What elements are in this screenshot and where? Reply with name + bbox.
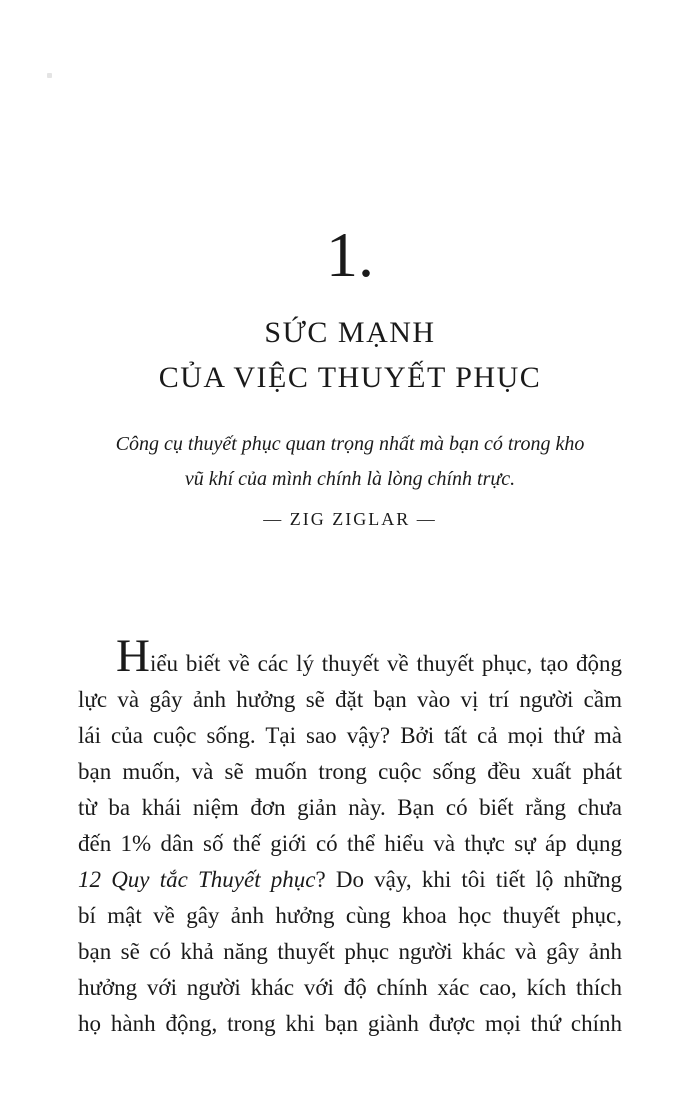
body-text-segment: lực và gây ảnh hưởng sẽ đặt bạn vào vị trí người cầm [78,687,622,712]
chapter-title-line1: SỨC MẠNH [264,316,436,349]
body-text-segment: iểu biết về các lý thuyết về thuyết phục, tạo động [149,651,622,676]
body-italic-phrase: 12 Quy tắc Thuyết phục [78,867,316,892]
body-text-segment: bạn muốn, và sẽ muốn trong cuộc sống đều xuất phát [78,759,622,784]
body-line-4 [78,754,622,790]
body-line-2 [78,682,622,718]
chapter-title [0,310,700,400]
epigraph-line1: Công cụ thuyết phục quan trọng nhất mà bạn có trong kho [115,433,585,455]
body-text-segment: từ ba khái niệm đơn giản này. Bạn có biết rằng chưa [78,795,622,820]
body-line-3 [78,718,622,754]
body-text-segment: ? Do vậy, khi tôi tiết lộ những [315,867,622,892]
body-text-segment: bạn sẽ có khả năng thuyết phục người khác và gây ảnh [78,939,622,964]
body-paragraph [78,630,622,1042]
body-text-segment: đến 1% dân số thế giới có thể hiểu và thực sự áp dụng [78,831,622,856]
chapter-number: 1. [326,219,374,290]
body-text-segment: hưởng với người khác với độ chính xác cao, kích thích [78,975,622,1000]
body-line-10 [78,970,622,1006]
body-line-9 [78,934,622,970]
body-line-7 [78,862,622,898]
epigraph-line2: vũ khí của mình chính là lòng chính trực. [184,468,516,490]
body-text-segment: lái của cuộc sống. Tại sao vậy? Bởi tất cả mọi thứ mà [78,723,622,748]
raised-cap-initial: H [116,630,150,682]
body-line-1 [78,630,622,682]
body-line-8 [78,898,622,934]
body-line-6 [78,826,622,862]
body-text-segment: bí mật về gây ảnh hưởng cùng khoa học thuyết phục, [78,903,622,928]
body-text-segment: họ hành động, trong khi bạn giành được mọi thứ chính [78,1011,622,1036]
epigraph-attribution: — ZIG ZIGLAR — [263,509,437,529]
body-line-11 [78,1006,622,1042]
epigraph [60,427,640,537]
scan-speck [47,73,52,78]
chapter-title-line2: CỦA VIỆC THUYẾT PHỤC [158,361,542,394]
body-line-5 [78,790,622,826]
